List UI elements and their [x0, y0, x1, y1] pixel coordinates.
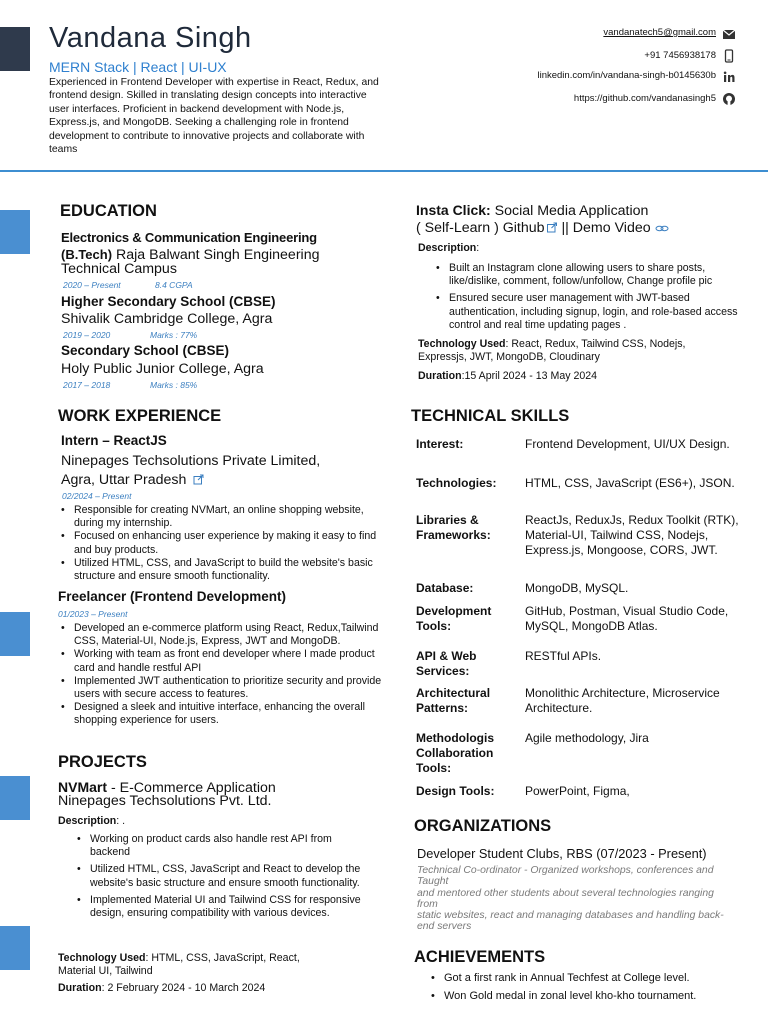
job2-bullets — [60, 622, 394, 728]
list-item: • Working with team as front end developer where I made product card and handle restful API — [74, 648, 394, 674]
project2-description-label — [418, 242, 479, 255]
organizations-heading: ORGANIZATIONS — [414, 817, 552, 835]
project2-name: Insta Click: — [416, 202, 491, 218]
degree-cgpa: 8.4 CGPA — [155, 280, 193, 290]
github-icon — [722, 92, 736, 106]
skills-heading: TECHNICAL SKILLS — [411, 407, 570, 425]
side-accent-block — [0, 776, 30, 820]
job2-date: 01/2023 – Present — [58, 609, 128, 619]
tech-label: Technology Used — [58, 952, 146, 964]
summary: Experienced in Frontend Developer with expertise in React, Redux, and frontend design. Skilled in translating design concepts into interactive user interfaces. Proficient in backend development with Node.js, Express.js, and MongoDB. Seeking a challenging role in frontend development to contribute to innovative projects and collaborate with teams — [49, 77, 379, 156]
phone-number: +91 7456938178 — [644, 50, 716, 61]
description-label: Description — [418, 242, 477, 254]
skill-label: API & Web Services: — [416, 649, 477, 678]
skill-label: Architectural Patterns: — [416, 686, 491, 715]
job1-location: Agra, Uttar Pradesh — [61, 472, 187, 488]
side-accent-block — [0, 926, 30, 970]
project1-bullets — [76, 833, 368, 920]
skill-value: ReactJs, ReduxJs, Redux Toolkit (RTK), Material-UI, Tailwind CSS, Nodejs, Express.js, Mongoose, CORS, JWT. — [525, 513, 739, 557]
email-icon — [722, 27, 736, 41]
list-item: • Won Gold medal in zonal level kho-kho tournament. — [444, 990, 764, 1003]
github-link[interactable]: https://github.com/vandanasingh5 — [573, 93, 716, 104]
side-accent-block — [0, 612, 30, 656]
skill-label: Libraries & Frameworks: — [416, 513, 491, 542]
project2-title — [416, 202, 648, 220]
list-item: • Utilized HTML, CSS, JavaScript and React to develop the website's basic structure and ensure smooth functionality. — [90, 863, 368, 889]
skill-label: Interest: — [416, 437, 464, 451]
duration-value: :15 April 2024 - 13 May 2024 — [461, 370, 598, 382]
org-desc-line: and mentored other students about several technologies ranging from — [417, 887, 714, 910]
skill-value: RESTful APIs. — [525, 649, 602, 663]
project2-tech — [418, 338, 688, 364]
college-name: Raja Balwant Singh Engineering — [112, 247, 320, 263]
job1-location-line — [61, 471, 204, 489]
skill-label: Design Tools: — [416, 784, 495, 798]
external-link-icon[interactable] — [546, 222, 558, 233]
project2-type: Social Media Application — [490, 203, 649, 219]
candidate-name: Vandana Singh — [49, 22, 252, 54]
project1-type: - E-Commerce Application — [107, 780, 276, 796]
degree-date: 2020 – Present — [63, 280, 121, 290]
job1-company: Ninepages Techsolutions Private Limited, — [61, 453, 321, 469]
list-item: • Working on product cards also handle rest API from backend — [90, 833, 368, 859]
job1-bullets — [60, 504, 394, 583]
project2-bullets — [435, 262, 749, 332]
header-dark-block — [0, 27, 30, 71]
tech-value: : HTML, CSS, JavaScript, React, Material UI, Tailwind — [58, 952, 300, 978]
project1-description-label — [58, 815, 125, 828]
external-link-icon[interactable] — [193, 474, 204, 485]
linkedin-link[interactable]: linkedin.com/in/vandana-singh-b0145630b — [537, 70, 716, 81]
tagline: MERN Stack | React | UI-UX — [49, 59, 227, 75]
list-item: • Focused on enhancing user experience by making it easy to find and buy products. — [74, 530, 394, 556]
education-heading: EDUCATION — [60, 202, 157, 220]
job1-date: 02/2024 – Present — [62, 491, 132, 501]
list-item: • Ensured secure user management with JWT-based authentication, including signup, login, and role-based access control and real time updating pages . — [449, 292, 749, 332]
header-divider — [0, 170, 768, 172]
job1-title: Intern – ReactJS — [61, 433, 167, 448]
list-item: • Developed an e-commerce platform using React, Redux,Tailwind CSS, Material-UI, Node.js, Express, JWT and MongoDB. — [74, 622, 394, 648]
skill-value: HTML, CSS, JavaScript (ES6+), JSON. — [525, 476, 735, 490]
duration-value: : 2 February 2024 - 10 March 2024 — [101, 982, 266, 994]
ssc-school: Holy Public Junior College, Agra — [61, 361, 264, 377]
skill-value: Agile methodology, Jira — [525, 731, 649, 745]
ssc-marks: Marks : 85% — [150, 380, 198, 390]
college-name-cont: Technical Campus — [61, 261, 177, 277]
hsc-title: Higher Secondary School (CBSE) — [61, 294, 276, 309]
skill-value: GitHub, Postman, Visual Studio Code, MySQL, MongoDB Atlas. — [525, 604, 729, 633]
side-accent-block — [0, 210, 30, 254]
phone-icon — [722, 49, 736, 63]
skill-label: Methodologis Collaboration Tools: — [416, 731, 494, 775]
linkedin-icon — [722, 70, 736, 84]
project1-name: NVMart — [58, 779, 108, 795]
list-item: • Got a first rank in Annual Techfest at College level. — [444, 972, 764, 985]
tech-label: Technology Used — [418, 338, 506, 350]
description-suffix: : — [476, 242, 480, 254]
organization-description — [417, 865, 727, 933]
hsc-marks: Marks : 77% — [150, 330, 198, 340]
duration-label: Duration — [58, 982, 102, 994]
degree-title-suffix: (B.Tech) — [61, 247, 113, 262]
skill-label: Database: — [416, 581, 474, 595]
duration-label: Duration — [418, 370, 462, 382]
achievements-heading: ACHIEVEMENTS — [414, 948, 546, 966]
degree-title: Electronics & Communication Engineering — [61, 230, 317, 245]
list-item: • Designed a sleek and intuitive interface, enhancing the overall shopping experience for users. — [74, 701, 394, 727]
description-suffix: : . — [116, 815, 126, 827]
skill-label: Development Tools: — [416, 604, 492, 633]
skill-value: MongoDB, MySQL. — [525, 581, 629, 595]
ssc-title: Secondary School (CBSE) — [61, 343, 230, 358]
skill-value: PowerPoint, Figma, — [525, 784, 630, 798]
ssc-date: 2017 – 2018 — [63, 380, 111, 390]
project2-github: ( Self-Learn ) Github — [416, 220, 545, 236]
list-item: • Utilized HTML, CSS, and JavaScript to build the website's basic structure and ensure smooth functionality. — [74, 557, 394, 583]
projects-heading: PROJECTS — [58, 753, 147, 771]
project2-duration — [418, 370, 597, 383]
hsc-school: Shivalik Cambridge College, Agra — [61, 311, 273, 327]
project1-company: Ninepages Techsolutions Pvt. Ltd. — [58, 793, 272, 809]
project2-subtitle — [416, 221, 669, 236]
list-item: • Implemented JWT authentication to prioritize security and provide users with secure access to features. — [74, 675, 394, 701]
description-label: Description — [58, 815, 117, 827]
org-desc-line: Technical Co-ordinator - Organized workshops, conferences and Taught — [417, 865, 714, 888]
hsc-date: 2019 – 2020 — [63, 330, 111, 340]
list-item: • Responsible for creating NVMart, an online shopping website, during my internship. — [74, 504, 394, 530]
project2-demo: || Demo Video — [557, 220, 655, 236]
list-item: • Implemented Material UI and Tailwind CSS for responsive design, ensuring compatibility with various devices. — [90, 894, 368, 920]
skill-value: Monolithic Architecture, Microservice Architecture. — [525, 686, 720, 715]
email-link[interactable]: vandanatech5@gmail.com — [603, 27, 716, 38]
skill-value: Frontend Development, UI/UX Design. — [525, 437, 730, 451]
list-item: • Built an Instagram clone allowing users to share posts, like/dislike, comment, follow/unfollow, Change profile pic — [449, 262, 749, 288]
chain-link-icon[interactable] — [655, 224, 669, 233]
org-desc-line: static websites, react and managing databases and handling back-end servers — [417, 910, 724, 933]
achievements-list — [430, 972, 764, 1003]
project1-tech — [58, 952, 338, 978]
skill-label: Technologies: — [416, 476, 497, 490]
job2-title: Freelancer (Frontend Development) — [58, 589, 287, 604]
project1-duration — [58, 982, 265, 995]
work-heading: WORK EXPERIENCE — [58, 407, 222, 425]
tech-value: : React, Redux, Tailwind CSS, Nodejs, Expressjs, JWT, MongoDB, Cloudinary — [418, 338, 686, 364]
organization-name: Developer Student Clubs, RBS (07/2023 - Present) — [417, 846, 707, 861]
